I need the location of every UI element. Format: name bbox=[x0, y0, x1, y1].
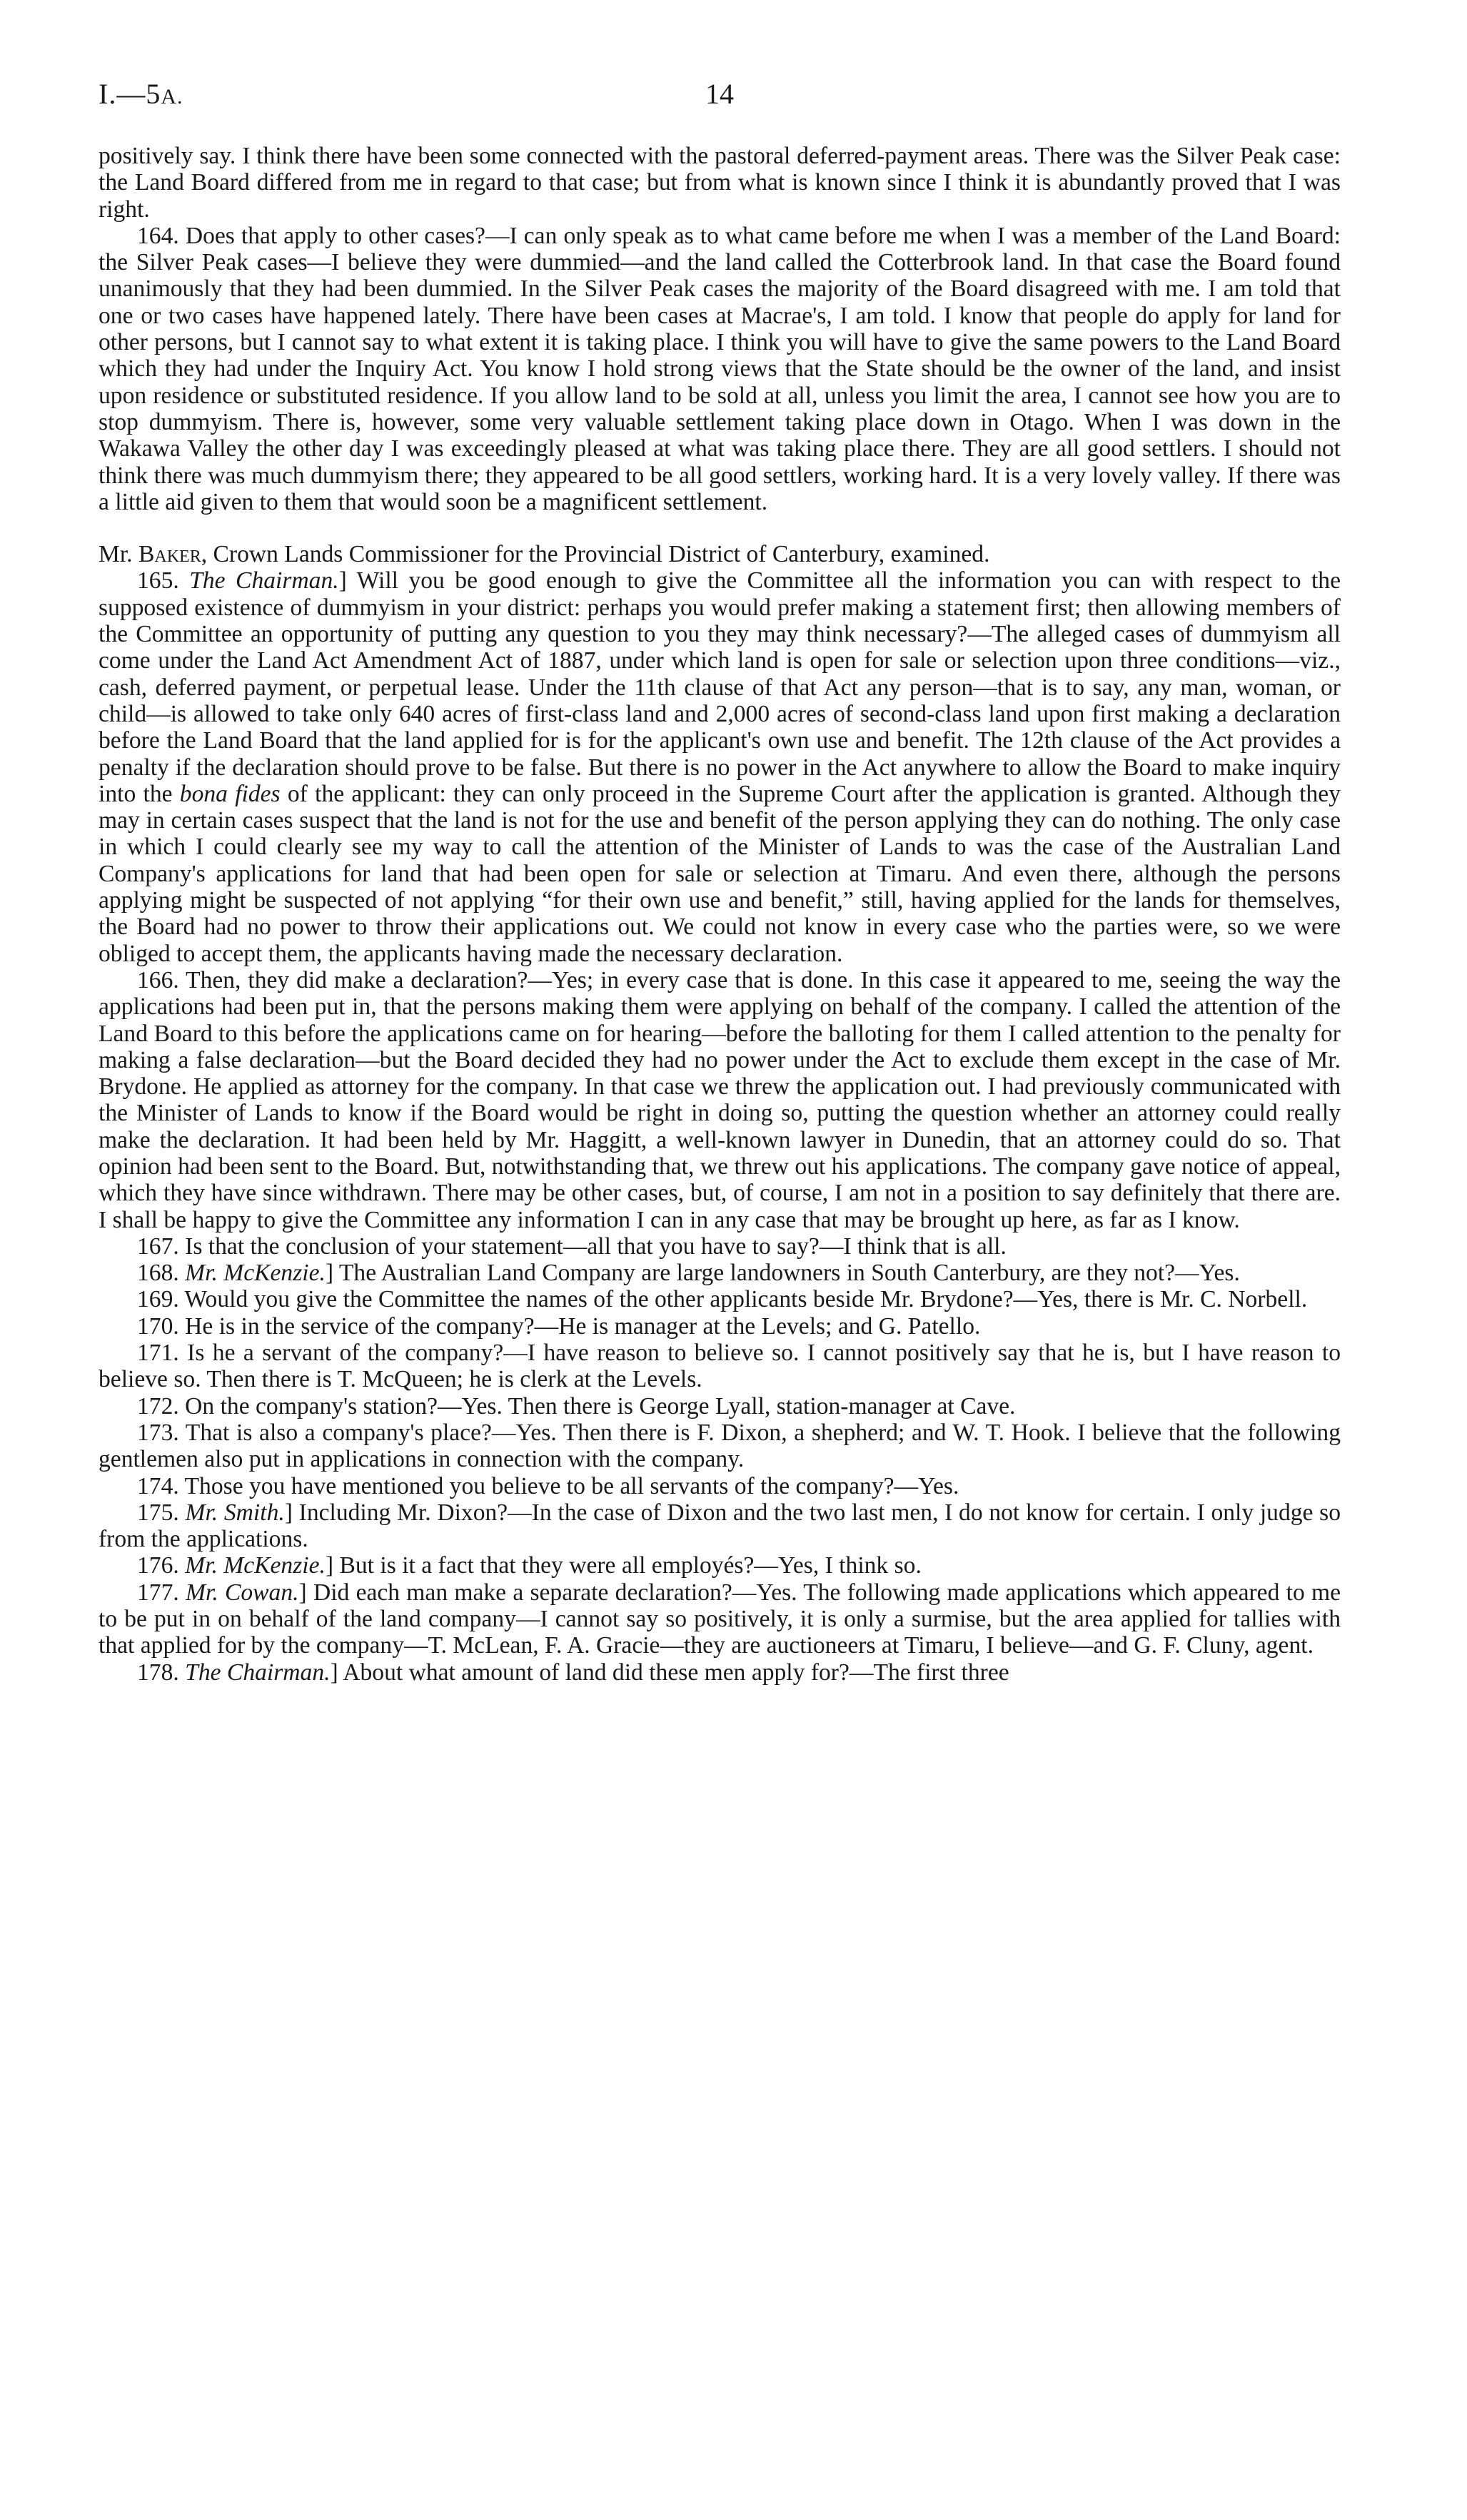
question-178: 178. The Chairman.] About what amount of land did these men apply for?—The first three bbox=[137, 1659, 1009, 1686]
speaker-label: The Chairman. bbox=[189, 567, 339, 594]
speaker-label: Mr. Smith. bbox=[185, 1499, 285, 1526]
witness-heading: Mr. Baker, Crown Lands Commissioner for the Provincial District of Canterbury, examined. bbox=[99, 541, 990, 568]
question-166: 166. Then, they did make a declaration?—Yes; in every case that is done. In this case it appeared to me, seeing the way the applications had been put in, that the persons making them were applying on behalf of the company. I called the attention of the Land Board to this before the applications came on for hearing—before the balloting for them I called attention to the penalty for making a false declaration—but the Board decided they had no power under the Act to exclude them except in the case of Mr. Brydone. He applied as attorney for the company. In that case we threw the application out. I had previously communicated with the Minister of Lands to know if the Board would be right in doing so, putting the question whether an attorney could really make the declaration. It had been held by Mr. Haggitt, a well-known lawyer in Dunedin, that an attorney could do so. That opinion had been sent to the Board. But, notwithstanding that, we threw out his applications. The company gave notice of appeal, which they have since withdrawn. There may be other cases, but, of course, I am not in a position to say definitely that there are. I shall be happy to give the Committee any information I can in any case that may be brought up here, as far as I know. bbox=[99, 966, 1341, 1233]
question-164: 164. Does that apply to other cases?—I can only speak as to what came before me when I was a member of the Land Board: the Silver Peak cases—I believe they were dummied—and the land called the Cotterbrook land. In that case the Board found unanimously that they had been dummied. In the Silver Peak cases the majority of the Board disagreed with me. I am told that one or two cases have happened lately. There have been cases at Macrae's, I am told. I know that people do apply for land for other persons, but I cannot say to what extent it is taking place. I think you will have to give the same powers to the Land Board which they had under the Inquiry Act. You know I hold strong views that the State should be the owner of the land, and insist upon residence or substituted residence. If you allow land to be sold at all, unless you limit the area, I cannot see how you are to stop dummyism. There is, however, some very valuable settlement taking place down in Otago. When I was down in the Wakawa Valley the other day I was exceedingly pleased at what was taking place there. They are all good settlers. I should not think there was much dummyism there; they appeared to be all good settlers, working hard. It is a very lovely valley. If there was a little aid given to them that would soon be a magnificent settlement. bbox=[99, 222, 1341, 515]
question-170: 170. He is in the service of the company?—He is manager at the Levels; and G. Patello. bbox=[137, 1312, 981, 1340]
section-spacer bbox=[99, 515, 1341, 541]
question-173: 173. That is also a company's place?—Yes. Then there is F. Dixon, a shepherd; and W. T. Hook. I believe that the following gentlemen also put in applications in connection with the company. bbox=[99, 1419, 1341, 1473]
question-167: 167. Is that the conclusion of your statement—all that you have to say?—I think that is all. bbox=[137, 1233, 1007, 1260]
question-176: 176. Mr. McKenzie.] But is it a fact that they were all employés?—Yes, I think so. bbox=[137, 1552, 922, 1579]
question-177: 177. Mr. Cowan.] Did each man make a separate declaration?—Yes. The following made applications which appeared to me to be put in on behalf of the land company—I cannot say so positively, it is only a surmise, but the area applied for tallies with that applied for by the company—T. McLean, F. A. Gracie—they are auctioneers at Timaru, I believe—and G. F. Cluny, agent. bbox=[99, 1579, 1341, 1659]
speaker-label: Mr. Cowan. bbox=[186, 1579, 299, 1606]
speaker-label: Mr. McKenzie. bbox=[185, 1260, 326, 1287]
speaker-label: The Chairman. bbox=[185, 1659, 331, 1686]
question-174: 174. Those you have mentioned you believe to be all servants of the company?—Yes. bbox=[137, 1472, 959, 1499]
question-169: 169. Would you give the Committee the names of the other applicants beside Mr. Brydone?—Yes, there is Mr. C. Norbell. bbox=[137, 1286, 1308, 1313]
witness-name: Baker bbox=[138, 541, 201, 568]
question-172: 172. On the company's station?—Yes. Then there is George Lyall, station-manager at Cave. bbox=[137, 1392, 1016, 1420]
page-header bbox=[99, 77, 1341, 120]
question-171: 171. Is he a servant of the company?—I have reason to believe so. I cannot positively say that he is, but I have reason to believe so. Then there is T. McQueen; he is clerk at the Levels. bbox=[99, 1340, 1341, 1393]
document-body bbox=[99, 143, 1341, 1686]
speaker-label: Mr. McKenzie. bbox=[185, 1552, 326, 1579]
question-168: 168. Mr. McKenzie.] The Australian Land Company are large landowners in South Canterbury, are they not?—Yes. bbox=[137, 1260, 1240, 1287]
paragraph-continued: positively say. I think there have been some connected with the pastoral deferred-payment areas. There was the Silver Peak case: the Land Board differed from me in regard to that case; but from what is known since I think it is abundantly proved that I was right. bbox=[99, 143, 1341, 223]
page-number: 14 bbox=[705, 78, 734, 110]
question-175: 175. Mr. Smith.] Including Mr. Dixon?—In the case of Dixon and the two last men, I do not know for certain. I only judge so from the applications. bbox=[99, 1499, 1341, 1553]
parliamentary-paper-reference: I.—5A. bbox=[99, 78, 183, 110]
question-165: 165. The Chairman.] Will you be good enough to give the Committee all the information you can with respect to the supposed existence of dummyism in your district: perhaps you would prefer making a statement first; then allowing members of the Committee an opportunity of putting any question to you they may think necessary?—The alleged cases of dummyism all come under the Land Act Amendment Act of 1887, under which land is open for sale or selection upon three conditions—viz., cash, deferred payment, or perpetual lease. Under the 11th clause of that Act any person—that is to say, any man, woman, or child—is allowed to take only 640 acres of first-class land and 2,000 acres of second-class land upon first making a declaration before the Land Board that the land applied for is for the applicant's own use and benefit. The 12th clause of the Act provides a penalty if the declaration should prove to be false. But there is no power in the Act anywhere to allow the Board to make inquiry into the bona fides of the applicant: they can only proceed in the Supreme Court after the application is granted. Although they may in certain cases suspect that the land is not for the use and benefit of the person applying they can do nothing. The only case in which I could clearly see my way to call the attention of the Minister of Lands to was the case of the Australian Land Company's applications for land that had been open for sale or selection at Timaru. And even there, although the persons applying might be suspected of not applying “for their own use and benefit,” still, having applied for the lands for themselves, the Board had no power to throw their applications out. We could not know in every case who the parties were, so we were obliged to accept them, the applicants having made the necessary declaration. bbox=[99, 567, 1341, 967]
